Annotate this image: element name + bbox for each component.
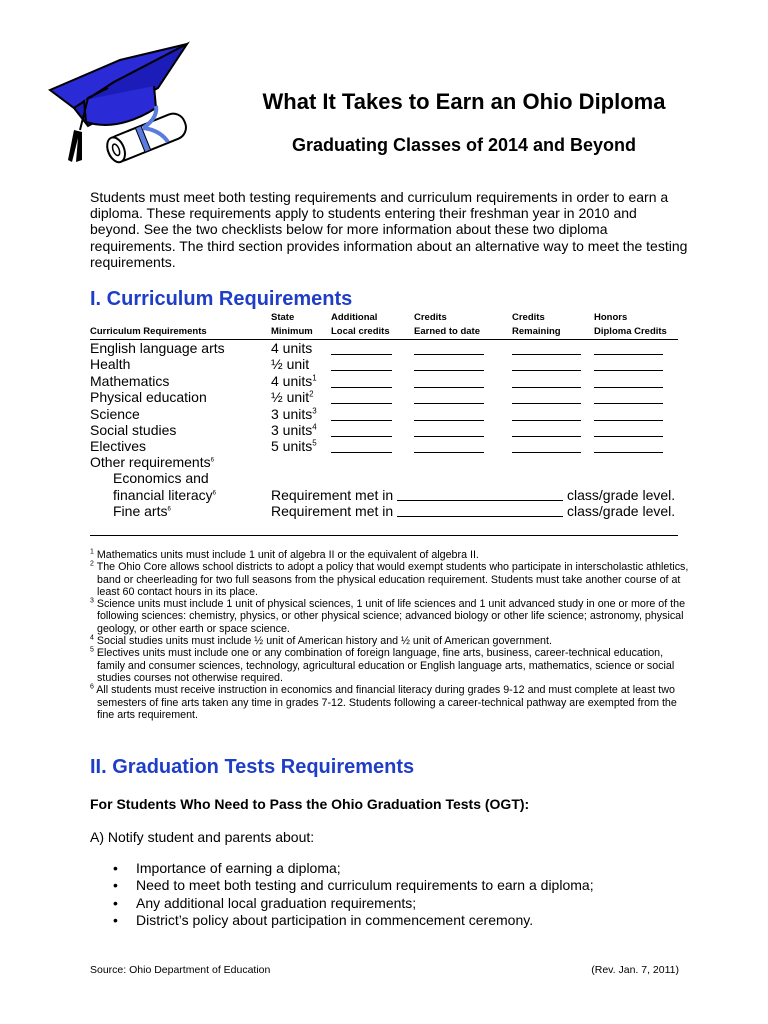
credit-blank-honors[interactable] [594,387,663,388]
credit-blank-additional[interactable] [331,354,392,355]
page-subtitle: Graduating Classes of 2014 and Beyond [291,135,637,155]
col-header-honors: Honors Diploma Credits [594,312,667,337]
subject-label: Social studies [90,422,177,438]
footnote: $^4$ Social studies units must include ½ unit of American history and ½ unit of American government. [90,634,552,648]
credit-blank-earned[interactable] [414,420,484,421]
notify-list [110,860,710,929]
credit-blank-remaining[interactable] [512,354,581,355]
step-a: A) Notify student and parents about: [90,829,315,845]
section-heading-tests: II. Graduation Tests Requirements [90,756,415,778]
credit-blank-remaining[interactable] [512,370,581,371]
col-header-earned: Credits Earned to date [414,312,480,337]
other-requirements-label: Other requirements$^6$ [90,454,214,470]
credit-blank-earned[interactable] [414,436,484,437]
footnote-ref: 3 [312,405,317,415]
credit-blank-additional[interactable] [331,403,392,404]
economics-label: Economics and [113,470,209,486]
page-title: What It Takes to Earn an Ohio Diploma [262,89,666,114]
fine-arts-class-grade: class/grade level. [567,503,676,519]
footnote-separator [90,535,678,536]
state-minimum: 4 units$^1$ [271,372,317,389]
intro-paragraph: Students must meet both testing requirements and curriculum requirements in order to earn a diploma. These requirements apply to students entering their freshman year in 2010 and beyond. See the two checklists below for more information about these two diploma requirements. The third section provides information about an alternative way to meet the testing requirements. [90,189,688,270]
footnote: $^2$ The Ohio Core allows school districts to adopt a policy that would exempt students who participate in interscholastic athletics, band or cheerleading for two full seasons from the physical education requirement. Students must take another course of at least 60 contact hours in its place. [90,560,689,598]
footnote-ref: 4 [312,422,317,432]
credit-blank-additional[interactable] [331,436,392,437]
state-minimum: ½ unit [271,356,310,373]
ogt-subheading: For Students Who Need to Pass the Ohio Graduation Tests (OGT): [90,796,530,812]
footnote: $^6$ All students must receive instruction in economics and financial literacy during grades 9-12 and must complete at least two semesters of fine arts taken any time in grades 7-12. Students following a career-technical pathway are exempted from the fine arts requirement. [90,683,677,721]
footnote: $^5$ Electives units must include one or any combination of foreign language, fine arts, business, career-technical education, family and consumer sciences, technology, agricultural education or English language arts, mathematics, science or social studies courses not otherwise required. [90,646,675,684]
footer-revision: (Rev. Jan. 7, 2011) [591,964,679,976]
state-minimum: 5 units$^5$ [271,438,317,455]
credit-blank-honors[interactable] [594,420,663,421]
econ-grade-blank[interactable] [397,500,563,501]
credit-blank-honors[interactable] [594,370,663,371]
list-item: • District’s policy about participation in commencement ceremony. [110,912,710,929]
credit-blank-additional[interactable] [331,370,392,371]
credit-blank-honors[interactable] [594,452,663,453]
credit-blank-additional[interactable] [331,387,392,388]
list-item: • Importance of earning a diploma; [110,860,710,877]
credit-blank-additional[interactable] [331,452,392,453]
credit-blank-earned[interactable] [414,403,484,404]
state-minimum: 4 units [271,340,313,356]
credit-blank-honors[interactable] [594,354,663,355]
credit-blank-earned[interactable] [414,452,484,453]
subject-label: English language arts [90,340,225,356]
fine-arts-requirement-text: Requirement met in [271,503,394,519]
subject-label: Electives [90,438,147,455]
credit-blank-remaining[interactable] [512,420,581,421]
credit-blank-remaining[interactable] [512,436,581,437]
footnote: $^3$ Science units must include 1 unit of physical sciences, 1 unit of life sciences and 1 unit advanced study in one or more of the following sciences: chemistry, physics, or other physical science; advanced biology or other life science; astronomy, physical geology, or other earth or space science. [90,597,686,635]
state-minimum: 3 units$^3$ [271,405,317,422]
subject-label: Science [90,405,140,422]
col-header-additional: Additional Local credits [331,312,390,337]
footnote: $^1$ Mathematics units must include 1 unit of algebra II or the equivalent of algebra II. [90,548,479,561]
credit-blank-earned[interactable] [414,387,484,388]
subject-label: Physical education [90,389,207,406]
financial-literacy-label: financial literacy$^6$ [113,487,216,503]
footer-source: Source: Ohio Department of Education [90,964,271,976]
footnote-ref: 2 [309,389,314,399]
section-heading-curriculum: I. Curriculum Requirements [90,288,353,310]
footnote-ref: 5 [312,438,317,448]
col-header-state: State Minimum [271,312,313,337]
subject-label: Health [90,356,131,373]
credit-blank-remaining[interactable] [512,387,581,388]
credit-blank-earned[interactable] [414,354,484,355]
econ-requirement-text: Requirement met in [271,487,394,503]
state-minimum: ½ unit$^2$ [271,389,314,406]
econ-class-grade: class/grade level. [567,487,676,503]
fine-arts-label: Fine arts$^6$ [113,503,171,519]
credit-blank-remaining[interactable] [512,403,581,404]
col-header-curriculum: Curriculum Requirements [90,326,207,337]
col-header-remaining: Credits Remaining [512,312,561,337]
list-item: • Need to meet both testing and curriculum requirements to earn a diploma; [110,877,710,894]
state-minimum: 3 units$^4$ [271,422,317,438]
footnotes [90,549,690,721]
list-item: • Any additional local graduation requirements; [110,895,710,912]
credit-blank-honors[interactable] [594,403,663,404]
footnote-ref: 1 [312,373,317,383]
subject-label: Mathematics [90,372,170,389]
credit-blank-earned[interactable] [414,370,484,371]
credit-blank-honors[interactable] [594,436,663,437]
credit-blank-additional[interactable] [331,420,392,421]
credit-blank-remaining[interactable] [512,452,581,453]
fine-arts-grade-blank[interactable] [397,516,563,517]
